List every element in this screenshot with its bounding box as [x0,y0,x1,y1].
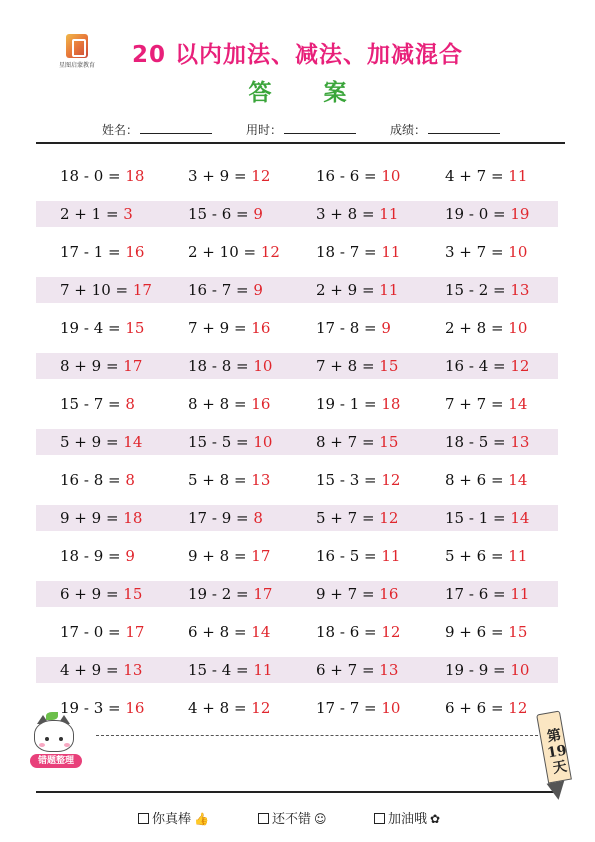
problem-item [445,467,527,493]
checkbox[interactable] [258,813,269,824]
rating-keep-going[interactable] [374,808,440,827]
problem-item [316,657,398,683]
problem-answer: 10 [253,433,273,451]
problem-expression: 16 - 4 = [445,357,511,375]
problem-answer: 11 [379,281,399,299]
problem-item [60,239,144,265]
name-blank[interactable] [140,123,212,134]
problem-answer: 17 [251,547,271,565]
problem-answer: 12 [381,471,401,489]
problem-answer: 14 [123,433,143,451]
problem-expression: 15 - 4 = [188,661,254,679]
problem-answer: 17 [132,281,152,299]
problem-answer: 14 [510,509,530,527]
problem-expression: 3 + 9 = [188,167,252,185]
problem-answer: 18 [125,167,145,185]
problem-item [445,353,529,379]
problem-expression: 16 - 5 = [316,547,382,565]
problem-expression: 17 - 1 = [60,243,126,261]
problem-expression: 2 + 9 = [316,281,380,299]
problem-item [316,581,398,607]
problem-answer: 12 [379,509,399,527]
mistake-label: 错题整理 [30,754,82,768]
problem-answer: 10 [510,661,530,679]
problem-expression: 2 + 8 = [445,319,509,337]
cat-mascot [26,712,86,770]
problem-answer: 15 [508,623,528,641]
problem-item [445,315,527,341]
cat-blush-icon [64,743,70,747]
problem-answer: 10 [381,167,401,185]
problem-expression: 2 + 10 = [188,243,261,261]
rating-good-label: 还不错 [272,812,312,827]
problem-expression: 19 - 2 = [188,585,254,603]
problem-answer: 11 [381,243,401,261]
problem-answer: 3 [123,205,133,223]
problem-item [445,505,529,531]
problem-expression: 8 + 7 = [316,433,380,451]
problem-item [188,619,270,645]
problem-expression: 5 + 8 = [188,471,252,489]
problem-item [188,353,272,379]
problem-item [316,353,398,379]
problem-expression: 17 - 7 = [316,699,382,717]
header-divider [36,142,565,144]
problem-item [445,695,527,721]
problem-answer: 18 [381,395,401,413]
problem-answer: 11 [508,547,528,565]
problem-answer: 10 [253,357,273,375]
answer-heading: 答 案 [248,80,369,106]
score-field[interactable] [390,121,500,138]
problem-item [188,505,263,531]
problem-expression: 17 - 0 = [60,623,126,641]
problem-expression: 6 + 6 = [445,699,509,717]
problem-expression: 4 + 7 = [445,167,509,185]
rating-good[interactable] [258,808,327,827]
problem-answer: 17 [253,585,273,603]
rating-keep-going-label: 加油哦 [388,812,428,827]
problem-item [188,429,272,455]
problem-answer: 11 [253,661,273,679]
mistake-dashed-line [96,735,558,736]
problem-expression: 15 - 7 = [60,395,126,413]
problem-item [188,391,270,417]
problem-expression: 7 + 8 = [316,357,380,375]
checkbox[interactable] [138,813,149,824]
problem-expression: 16 - 6 = [316,167,382,185]
problem-answer: 12 [508,699,528,717]
problem-expression: 16 - 8 = [60,471,126,489]
problem-answer: 12 [510,357,530,375]
problem-expression: 19 - 4 = [60,319,126,337]
problem-item [316,239,400,265]
problem-item [316,467,400,493]
problem-item [188,543,270,569]
problem-expression: 6 + 7 = [316,661,380,679]
problem-answer: 11 [381,547,401,565]
problem-expression: 5 + 9 = [60,433,124,451]
problem-expression: 18 - 7 = [316,243,382,261]
problem-expression: 18 - 8 = [188,357,254,375]
time-field[interactable] [246,121,356,138]
problem-answer: 8 [253,509,263,527]
problem-answer: 9 [253,281,263,299]
student-info-line [0,121,595,137]
problem-answer: 10 [381,699,401,717]
problem-item [316,391,400,417]
problem-answer: 8 [125,471,135,489]
problem-expression: 7 + 7 = [445,395,509,413]
problem-answer: 13 [251,471,271,489]
problem-expression: 15 - 1 = [445,509,511,527]
problem-expression: 17 - 6 = [445,585,511,603]
problem-expression: 4 + 8 = [188,699,252,717]
problem-answer: 13 [510,433,530,451]
worksheet-title: 20 以内加法、减法、加减混合 [131,42,463,68]
cat-blush-icon [39,743,45,747]
problem-expression: 18 - 9 = [60,547,126,565]
problem-answer: 10 [508,319,528,337]
problem-item [60,467,135,493]
problem-expression: 6 + 9 = [60,585,124,603]
problem-expression: 3 + 7 = [445,243,509,261]
problem-answer: 16 [379,585,399,603]
problem-answer: 12 [260,243,280,261]
problem-item [60,429,142,455]
problem-answer: 11 [508,167,528,185]
problem-item [60,619,144,645]
problem-answer: 12 [251,167,271,185]
problem-item [316,619,400,645]
problem-item [445,239,527,265]
problem-expression: 8 + 6 = [445,471,509,489]
problem-item [445,429,529,455]
problem-answer: 15 [125,319,145,337]
problem-answer: 15 [379,357,399,375]
time-label: 用时： [246,123,283,137]
problem-answer: 9 [253,205,263,223]
name-field[interactable] [102,121,212,138]
problem-answer: 15 [123,585,143,603]
rating-great[interactable] [138,808,209,827]
problem-answer: 8 [125,395,135,413]
problem-item [445,277,529,303]
name-label: 姓名： [102,123,139,137]
pencil-tip-icon [547,781,568,802]
problem-item [60,505,142,531]
problem-expression: 16 - 7 = [188,281,254,299]
problem-expression: 19 - 9 = [445,661,511,679]
problem-item [188,277,263,303]
problem-expression: 6 + 8 = [188,623,252,641]
score-label: 成绩： [390,123,427,137]
problem-expression: 15 - 5 = [188,433,254,451]
problem-item [60,657,142,683]
problem-expression: 18 - 5 = [445,433,511,451]
leaf-icon [46,712,58,720]
problem-item [445,391,527,417]
problem-expression: 8 + 8 = [188,395,252,413]
problem-item [188,201,263,227]
problem-expression: 5 + 7 = [316,509,380,527]
problem-answer: 11 [510,585,530,603]
cat-eye-icon [45,737,49,741]
problem-expression: 19 - 1 = [316,395,382,413]
problem-item [188,163,270,189]
problem-expression: 7 + 9 = [188,319,252,337]
problem-answer: 19 [510,205,530,223]
problem-expression: 3 + 8 = [316,205,380,223]
problem-item [445,201,529,227]
evaluation-footer [0,808,595,828]
problem-item [188,315,270,341]
problem-expression: 17 - 8 = [316,319,382,337]
problem-answer: 16 [251,319,271,337]
mistake-bottom-line [36,791,558,793]
problem-expression: 2 + 1 = [60,205,124,223]
problem-answer: 16 [125,699,145,717]
problem-answer: 11 [379,205,399,223]
thumbs-up-icon: 👍 [194,812,209,826]
problem-answer: 16 [251,395,271,413]
problem-expression: 9 + 7 = [316,585,380,603]
problem-item [60,353,142,379]
problem-expression: 9 + 6 = [445,623,509,641]
problem-expression: 15 - 3 = [316,471,382,489]
problem-answer: 12 [381,623,401,641]
problem-expression: 5 + 6 = [445,547,509,565]
problem-answer: 10 [508,243,528,261]
problem-item [445,543,527,569]
problem-answer: 14 [508,395,528,413]
problem-expression: 18 - 0 = [60,167,126,185]
problem-expression: 9 + 8 = [188,547,252,565]
problem-item [316,315,391,341]
problem-expression: 18 - 6 = [316,623,382,641]
cheer-sticker-icon: ✿ [430,812,441,826]
problem-item [188,581,272,607]
problem-answer: 17 [123,357,143,375]
problem-item [316,163,400,189]
problem-expression: 8 + 9 = [60,357,124,375]
problem-answer: 13 [510,281,530,299]
problem-item [316,201,398,227]
problem-answer: 15 [379,433,399,451]
problem-answer: 13 [123,661,143,679]
problem-expression: 17 - 9 = [188,509,254,527]
problem-item [316,505,398,531]
problem-expression: 15 - 2 = [445,281,511,299]
cat-eye-icon [59,737,63,741]
problem-item [445,657,529,683]
problem-answer: 18 [123,509,143,527]
problem-item [316,277,398,303]
problem-item [188,467,270,493]
problem-answer: 12 [251,699,271,717]
problem-item [445,581,529,607]
problem-answer: 9 [381,319,391,337]
problem-answer: 14 [508,471,528,489]
problem-item [188,239,280,265]
problem-item [445,619,527,645]
problem-item [316,429,398,455]
problem-answer: 16 [125,243,145,261]
problem-item [188,657,272,683]
problem-expression: 4 + 9 = [60,661,124,679]
pencil-day-badge [538,712,570,804]
problem-item [60,163,144,189]
day-label: 第19天 [545,727,569,777]
problem-expression: 15 - 6 = [188,205,254,223]
mistake-area[interactable] [36,733,558,793]
problem-item [445,163,527,189]
problem-item [60,277,152,303]
problem-expression: 19 - 0 = [445,205,511,223]
problem-item [60,391,135,417]
problem-item [316,543,400,569]
logo-text: 星图启蒙教育 [58,62,95,69]
problem-item [60,581,142,607]
problem-expression: 7 + 10 = [60,281,133,299]
problem-item [188,695,270,721]
problem-answer: 17 [125,623,145,641]
problem-expression: 19 - 3 = [60,699,126,717]
time-blank[interactable] [284,123,356,134]
problem-item [60,543,135,569]
problem-answer: 14 [251,623,271,641]
score-blank[interactable] [428,123,500,134]
rating-great-label: 你真棒 [152,812,192,827]
sticker-face-icon: ☺ [314,812,327,826]
problem-answer: 13 [379,661,399,679]
problem-expression: 9 + 9 = [60,509,124,527]
cat-face-icon [34,720,74,752]
problem-item [60,315,144,341]
problem-item [60,201,133,227]
problem-answer: 9 [125,547,135,565]
problem-item [316,695,400,721]
checkbox[interactable] [374,813,385,824]
